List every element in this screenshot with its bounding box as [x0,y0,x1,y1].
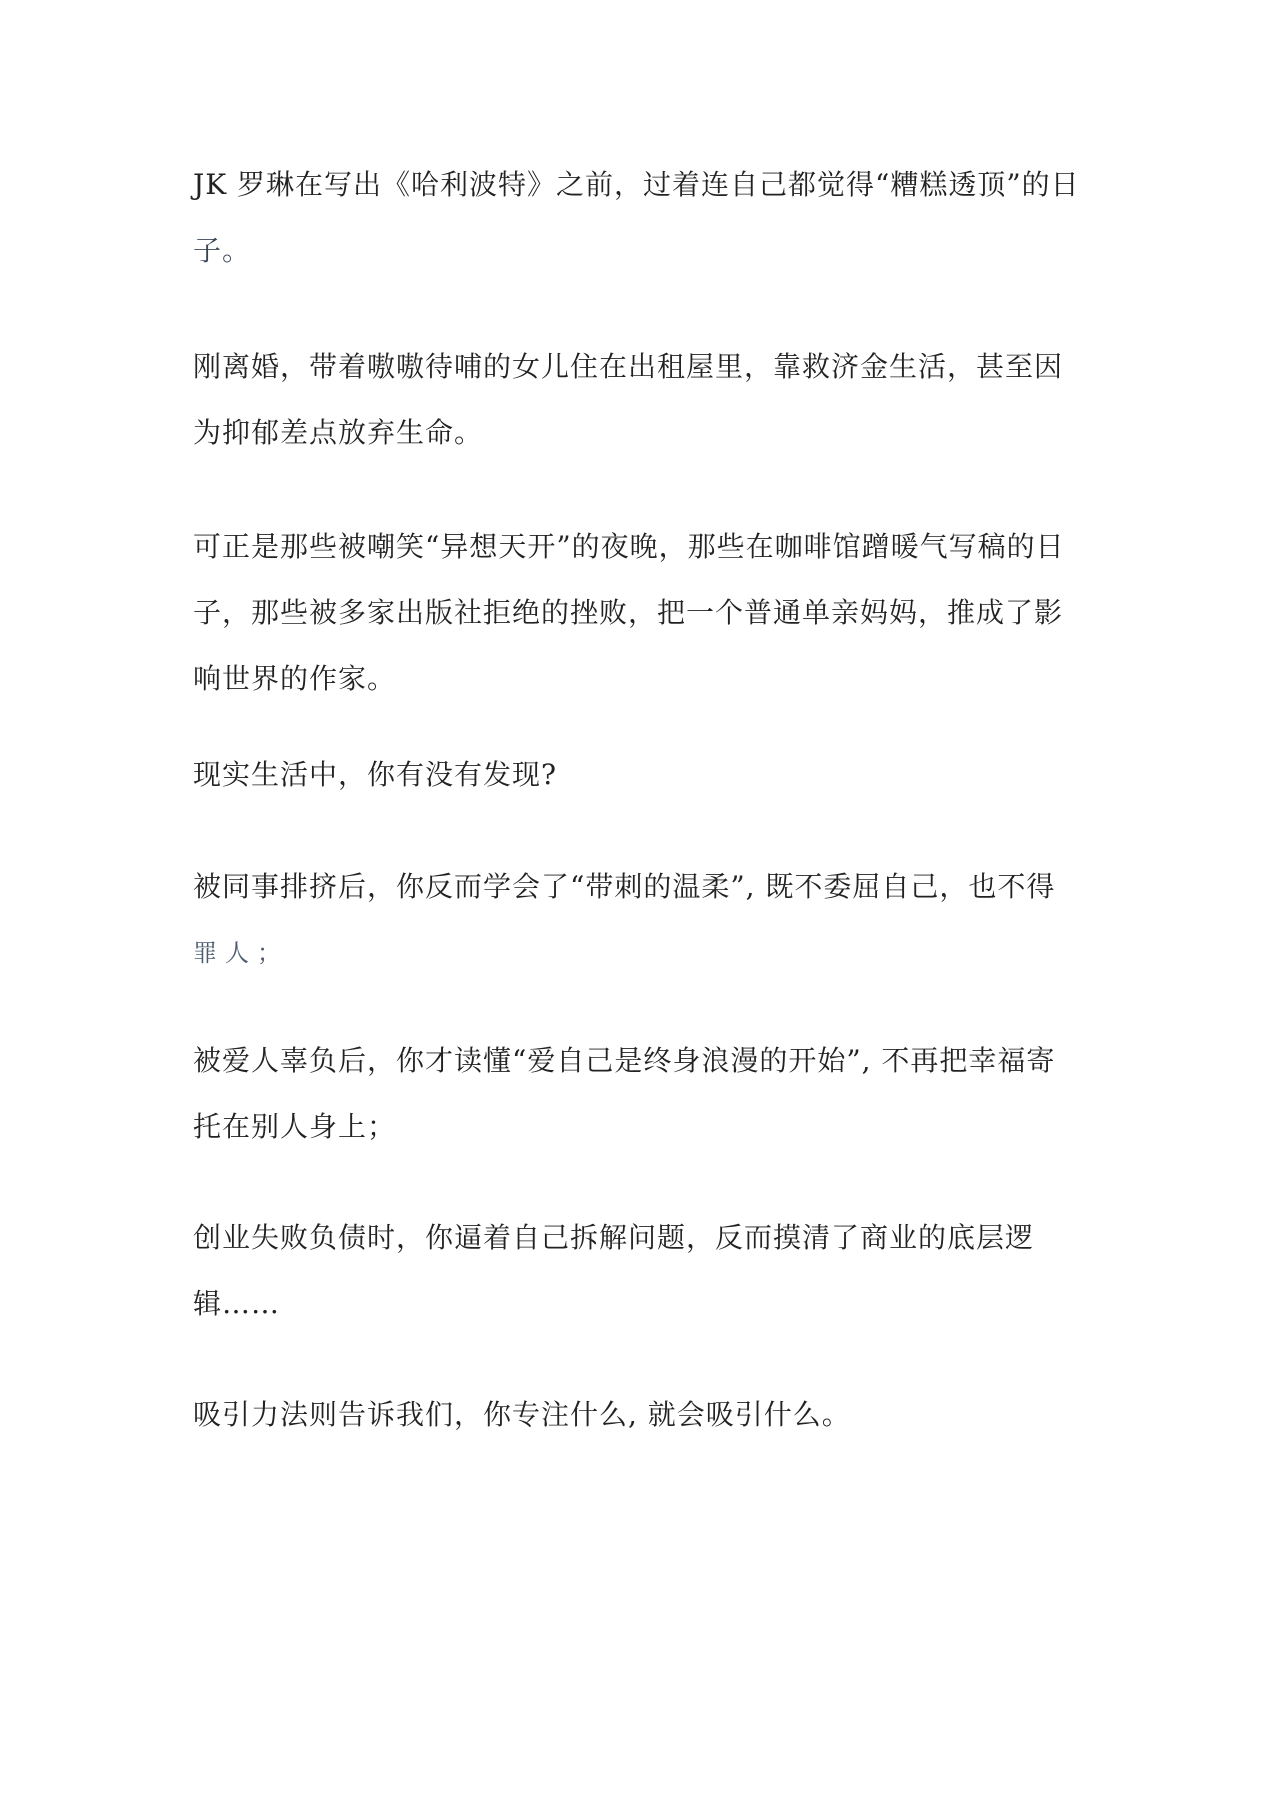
paragraph-6-line-1: 被爱人辜负后，你才读懂“爱自己是终身浪漫的开始”, 不再把幸福寄 [193,1044,1056,1077]
paragraph-1 [193,152,1093,284]
paragraph-7-line-2: 辑…… [193,1287,281,1320]
paragraph-3 [193,514,1093,712]
paragraph-6 [193,1028,1093,1160]
paragraph-2-line-2: 为抑郁差点放弃生命。 [193,416,484,449]
paragraph-2 [193,334,1093,466]
paragraph-7-line-1: 创业失败负债时，你逼着自己拆解问题，反而摸清了商业的底层逻 [193,1221,1035,1254]
paragraph-4-line-1: 现实生活中，你有没有发现? [193,758,558,791]
paragraph-5-line-2: 罪人； [193,939,289,967]
paragraph-5 [193,854,1093,986]
paragraph-7 [193,1205,1093,1337]
paragraph-5-line-1: 被同事排挤后，你反而学会了“带刺的温柔”, 既不委屈自己，也不得 [193,870,1056,903]
paragraph-2-line-1: 刚离婚，带着嗷嗷待哺的女儿住在出租屋里，靠救济金生活，甚至因 [193,350,1064,383]
paragraph-6-line-2: 托在别人身上； [193,1110,397,1143]
paragraph-3-line-3: 响世界的作家。 [193,662,397,695]
paragraph-1-line-2: 子。 [193,234,252,267]
paragraph-4 [193,742,1093,808]
paragraph-3-line-2: 子，那些被多家出版社拒绝的挫败，把一个普通单亲妈妈，推成了影 [193,596,1064,629]
paragraph-8-line-1: 吸引力法则告诉我们，你专注什么, 就会吸引什么。 [193,1398,851,1431]
paragraph-8 [193,1382,1093,1448]
paragraph-3-line-1: 可正是那些被嘲笑“异想天开”的夜晚，那些在咖啡馆蹭暖气写稿的日 [193,530,1065,563]
paragraph-1-line-1: JK 罗琳在写出《哈利波特》之前，过着连自己都觉得“糟糕透顶”的日 [193,168,1080,201]
